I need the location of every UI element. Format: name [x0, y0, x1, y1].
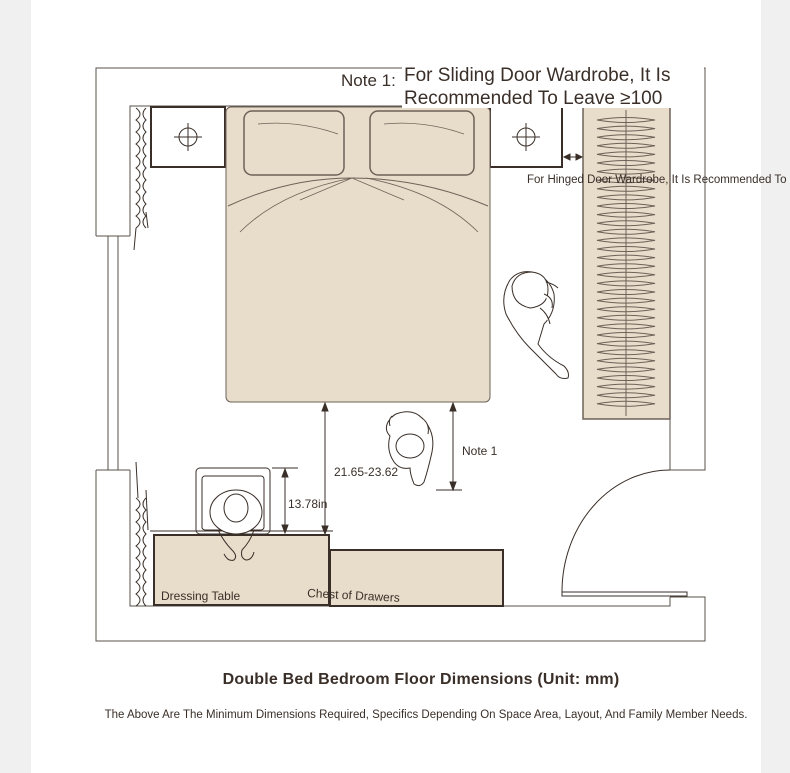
- nightstand-right: [490, 107, 562, 167]
- dimension-bed-clearance: [322, 403, 328, 534]
- door: [562, 470, 687, 596]
- note1-line2: Recommended To Leave ≥100: [404, 88, 663, 109]
- chest-of-drawers-label: Chest of Drawers: [306, 586, 401, 605]
- person-standing: [504, 272, 569, 379]
- note1-heading: Note 1:: [341, 71, 396, 90]
- dimension-note1: [436, 403, 462, 490]
- window: [96, 236, 130, 470]
- nightstand-left: [151, 107, 225, 167]
- diagram-subtitle: The Above Are The Minimum Dimensions Required, Specifics Depending On Space Area, Layout, And Family Member Needs.: [104, 709, 748, 721]
- hinged-door-note: For Hinged Door Wardrobe, It Is Recommended To: [527, 174, 787, 186]
- curtain-top: [134, 108, 148, 250]
- note1-marker: Note 1: [462, 444, 498, 458]
- chair-dimension-label: 13.78in: [288, 497, 328, 511]
- double-bed: [226, 107, 490, 402]
- dimension-wardrobe-gap: [564, 154, 582, 160]
- wardrobe: [583, 107, 670, 419]
- curtain-bottom: [136, 462, 148, 606]
- bed-clearance-label: 21.65-23.62: [334, 465, 399, 479]
- dressing-table-label: Dressing Table: [161, 589, 241, 603]
- note1-line1: For Sliding Door Wardrobe, It Is: [404, 65, 671, 86]
- diagram-title: Double Bed Bedroom Floor Dimensions (Unit: mm): [222, 671, 620, 688]
